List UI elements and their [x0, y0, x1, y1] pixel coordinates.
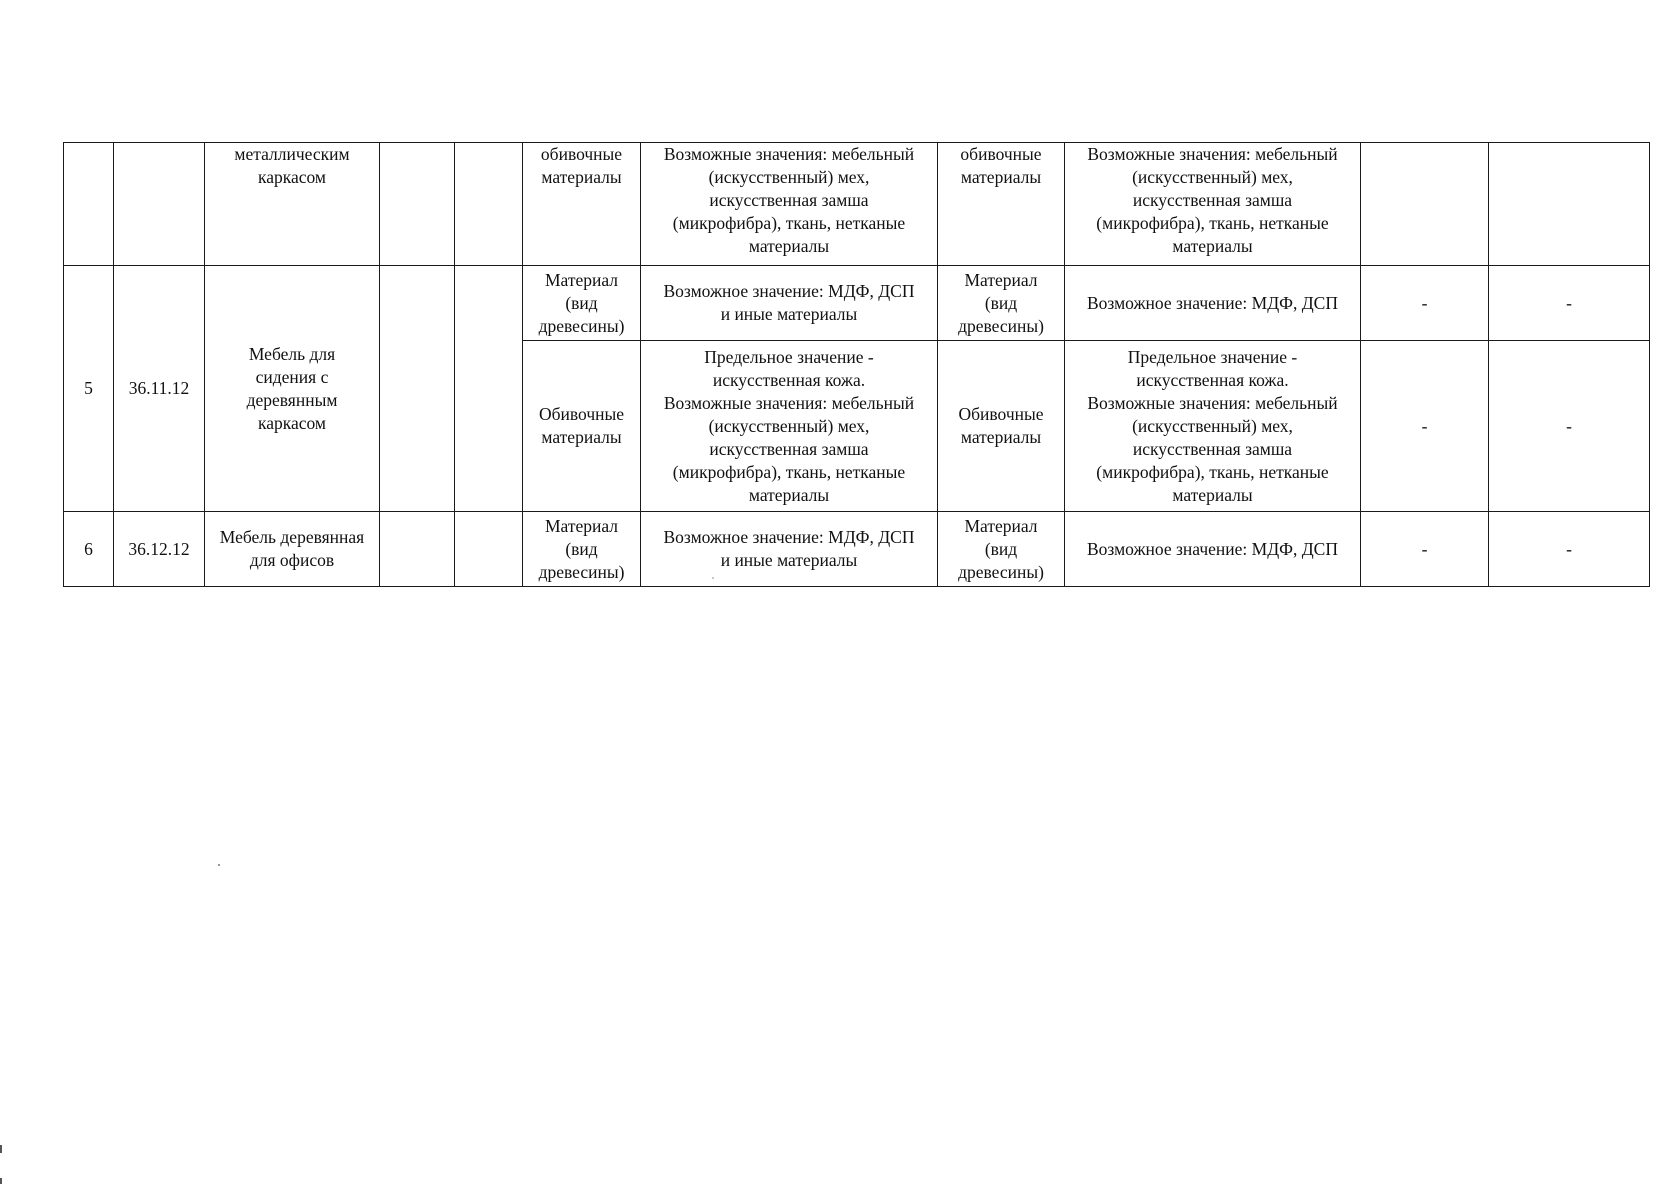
cell-text-line: искусственная замша: [1132, 190, 1293, 210]
characteristic-cell: [523, 143, 641, 266]
cell-text-line: (вид: [984, 538, 1018, 559]
cell-text-line: древесины): [958, 561, 1044, 582]
function-purpose-cell: -: [1489, 512, 1650, 587]
cell-text-line: (искусственный) мех,: [708, 415, 870, 436]
function-purpose-cell: -: [1489, 266, 1650, 341]
cell-text-line: (искусственный) мех,: [1132, 167, 1293, 187]
approved-characteristic-cell: [938, 143, 1065, 266]
unit-cell: [455, 512, 523, 587]
okpd-code-cell: 36.12.12: [114, 512, 205, 587]
justification-cell: [1361, 143, 1489, 266]
cell-text-line: искусственная кожа.: [712, 369, 866, 390]
cell-text-line: Возможное значение: МДФ, ДСП: [1086, 292, 1338, 313]
requirement-cell: [380, 512, 455, 587]
cell-text-line: сидения с: [255, 366, 329, 387]
cell-text-line: Мебель для: [248, 343, 336, 364]
justification-cell: -: [1361, 341, 1489, 512]
characteristic-cell: [523, 266, 641, 341]
approved-value-cell: [1065, 143, 1361, 266]
cell-text-line: (микрофибра), ткань, нетканые: [1096, 461, 1329, 482]
cell-text-line: материалы: [748, 484, 830, 505]
approved-characteristic-cell: [938, 266, 1065, 341]
cell-text-line: Предельное значение -: [1127, 346, 1298, 367]
cell-text-line: каркасом: [257, 167, 327, 187]
requirements-table: [63, 142, 1650, 587]
scan-speck: [0, 1178, 2, 1184]
cell-text-line: материалы: [1172, 236, 1253, 256]
cell-text-line: Материал: [964, 269, 1038, 290]
characteristic-cell: [523, 341, 641, 512]
requirement-cell: [380, 266, 455, 512]
cell-text-line: Возможное значение: МДФ, ДСП: [663, 281, 915, 301]
cell-text-line: (искусственный) мех,: [1132, 415, 1293, 436]
cell-text-line: Предельное значение -: [704, 346, 874, 367]
cell-text-line: Материал: [544, 269, 619, 290]
function-purpose-cell: -: [1489, 341, 1650, 512]
characteristic-value-cell: [641, 512, 938, 587]
cell-text-line: Обивочные: [958, 404, 1044, 424]
approved-value-cell: [1065, 266, 1361, 341]
characteristic-cell: [523, 512, 641, 587]
cell-text-line: деревянным: [246, 389, 338, 410]
cell-text-line: каркасом: [257, 412, 327, 433]
cell-text-line: искусственная замша: [709, 438, 869, 459]
cell-text-line: Возможное значение: МДФ, ДСП: [663, 527, 915, 547]
cell-text-line: Возможные значения: мебельный: [663, 144, 915, 164]
row-number-cell: 5: [64, 266, 114, 512]
cell-text-line: материалы: [1172, 484, 1253, 505]
cell-text-line: для офисов: [249, 550, 335, 570]
cell-text-line: древесины): [538, 561, 625, 582]
cell-text-line: Материал: [964, 515, 1038, 536]
row-number-cell: 6: [64, 512, 114, 587]
function-purpose-cell: [1489, 143, 1650, 266]
item-name-cell: [205, 512, 380, 587]
approved-characteristic-cell: [938, 341, 1065, 512]
cell-text-line: Материал: [544, 515, 619, 536]
cell-text-line: Возможные значения: мебельный: [1087, 392, 1338, 413]
cell-text-line: Возможное значение: МДФ, ДСП: [1086, 538, 1338, 559]
cell-text-line: (микрофибра), ткань, нетканые: [672, 213, 906, 233]
cell-text-line: Мебель деревянная: [219, 527, 365, 547]
cell-text-line: Возможные значения: мебельный: [663, 392, 915, 413]
cell-text-line: обивочные: [960, 144, 1042, 164]
item-name-cell: [205, 143, 380, 266]
cell-text-line: (микрофибра), ткань, нетканые: [1096, 213, 1329, 233]
okpd-code-cell: 36.11.12: [114, 266, 205, 512]
unit-cell: [455, 143, 523, 266]
cell-text-line: материалы: [960, 167, 1042, 187]
cell-text-line: металлическим: [234, 144, 350, 164]
cell-text-line: обивочные: [540, 144, 623, 164]
cell-text-line: (искусственный) мех,: [708, 167, 870, 187]
cell-text-line: (вид: [565, 292, 598, 313]
table-row-continued: [64, 143, 1650, 266]
cell-text-line: (вид: [984, 292, 1018, 313]
scan-speck: [0, 1145, 2, 1153]
row-number-cell: [64, 143, 114, 266]
approved-value-cell: [1065, 512, 1361, 587]
scan-speck: [218, 864, 220, 866]
unit-cell: [455, 266, 523, 512]
justification-cell: -: [1361, 512, 1489, 587]
cell-text-line: материалы: [960, 427, 1042, 447]
cell-text-line: и иные материалы: [720, 304, 858, 324]
characteristic-value-cell: [641, 341, 938, 512]
document-page: [63, 142, 1650, 587]
approved-value-cell: [1065, 341, 1361, 512]
characteristic-value-cell: [641, 143, 938, 266]
cell-text-line: и иные материалы: [720, 550, 858, 570]
cell-text-line: (вид: [565, 538, 598, 559]
cell-text-line: Обивочные: [538, 404, 625, 424]
cell-text-line: материалы: [541, 167, 622, 187]
cell-text-line: искусственная кожа.: [1136, 369, 1289, 390]
cell-text-line: древесины): [958, 315, 1044, 336]
cell-text-line: Возможные значения: мебельный: [1087, 144, 1338, 164]
cell-text-line: (микрофибра), ткань, нетканые: [672, 461, 906, 482]
cell-text-line: искусственная замша: [1132, 438, 1293, 459]
approved-characteristic-cell: [938, 512, 1065, 587]
cell-text-line: материалы: [748, 236, 830, 256]
requirement-cell: [380, 143, 455, 266]
cell-text-line: материалы: [541, 427, 622, 447]
cell-text-line: искусственная замша: [709, 190, 869, 210]
cell-text-line: древесины): [538, 315, 625, 336]
characteristic-value-cell: [641, 266, 938, 341]
table-row: [64, 266, 1650, 341]
item-name-cell: [205, 266, 380, 512]
okpd-code-cell: [114, 143, 205, 266]
table-row: [64, 512, 1650, 587]
justification-cell: -: [1361, 266, 1489, 341]
